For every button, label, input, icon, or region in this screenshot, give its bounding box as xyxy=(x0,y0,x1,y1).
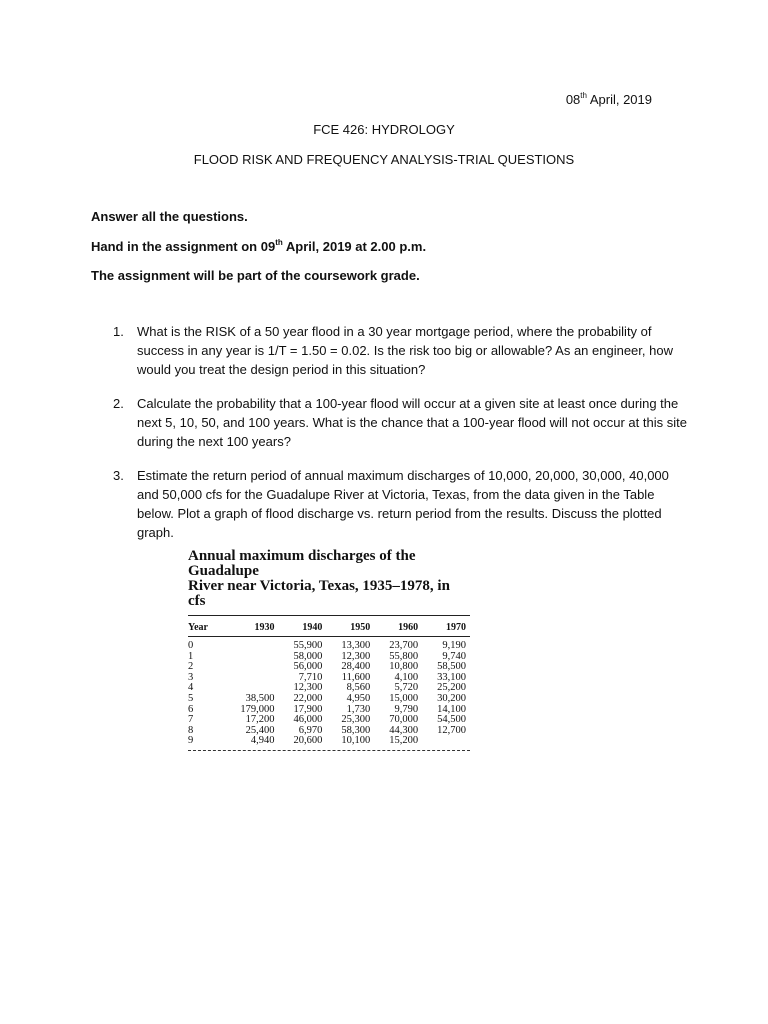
table-value-cell: 25,400 xyxy=(245,724,275,736)
table-value-cell: 15,200 xyxy=(389,735,419,747)
table-value-cell: 56,000 xyxy=(293,661,323,673)
table-year-cell: 4 xyxy=(188,682,194,694)
discharge-table xyxy=(188,620,470,747)
table-value-cell: 6,970 xyxy=(298,724,323,736)
table-year-cell: 0 xyxy=(188,640,194,651)
table-value-cell: 46,000 xyxy=(293,714,323,726)
question-list xyxy=(91,322,691,557)
question-number: 2. xyxy=(113,396,124,411)
table-bottom-rule xyxy=(188,750,470,751)
table-row xyxy=(188,715,470,726)
date-suffix: th xyxy=(580,91,587,100)
table-header-cell: Year xyxy=(188,622,208,633)
table-year-cell: 1 xyxy=(188,650,194,662)
table-value-cell: 44,300 xyxy=(389,724,419,736)
table-value-cell: 54,500 xyxy=(437,714,466,726)
question-text: Estimate the return period of annual maximum discharges of 10,000, 20,000, 30,000, 40,000 and 50,000 cfs for the Guadalupe River at Victoria, Texas, from the data given in the Table below. Plot a graph of flood discharge vs. return period from the results. Discuss the plotted graph. xyxy=(137,468,669,540)
instruction-coursework: The assignment will be part of the coursework grade. xyxy=(91,268,420,283)
table-year-cell: 8 xyxy=(188,724,194,736)
hand-in-date: April, 2019 at 2.00 p.m. xyxy=(282,239,427,254)
table-value-cell: 25,300 xyxy=(341,714,371,726)
table-value-cell: 38,500 xyxy=(245,692,275,704)
table-row xyxy=(188,726,470,737)
table-value-cell: 20,600 xyxy=(293,735,323,747)
question-number: 1. xyxy=(113,324,124,339)
table-value-cell: 12,700 xyxy=(437,724,466,736)
table-value-cell: 25,200 xyxy=(437,682,466,694)
table-value-cell: 17,900 xyxy=(293,703,323,715)
course-title: FCE 426: HYDROLOGY xyxy=(313,122,455,137)
question-item xyxy=(91,394,691,451)
table-value-cell: 9,190 xyxy=(442,640,466,651)
discharge-table-figure xyxy=(188,549,470,751)
table-row xyxy=(188,736,470,747)
table-row xyxy=(188,641,470,652)
hand-in-text: Hand in the assignment on 09 xyxy=(91,239,276,254)
table-value-cell: 11,600 xyxy=(341,671,371,683)
table-row xyxy=(188,652,470,663)
table-value-cell: 9,790 xyxy=(394,703,419,715)
table-value-cell: 28,400 xyxy=(341,661,371,673)
table-value-cell xyxy=(223,641,279,652)
table-year-cell: 2 xyxy=(188,661,194,673)
table-value-cell xyxy=(223,652,279,663)
table-caption-line: Annual maximum discharges of the Guadalupe xyxy=(188,548,416,579)
date-rest: April, 2019 xyxy=(586,92,652,107)
table-header-cell: 1950 xyxy=(350,622,371,633)
table-header-cell: 1930 xyxy=(254,622,275,633)
table-caption-line: River near Victoria, Texas, 1935–1978, in cfs xyxy=(188,578,450,609)
table-value-cell: 58,300 xyxy=(341,724,371,736)
table-body xyxy=(188,637,470,747)
table-row xyxy=(188,673,470,684)
table-row xyxy=(188,694,470,705)
table-value-cell: 12,300 xyxy=(341,650,371,662)
table-header-cell: 1940 xyxy=(302,622,323,633)
instruction-hand-in xyxy=(91,239,426,254)
table-value-cell: 58,000 xyxy=(293,650,323,662)
table-header-cell: 1960 xyxy=(398,622,419,633)
table-value-cell: 10,800 xyxy=(389,661,419,673)
table-value-cell: 17,200 xyxy=(245,714,275,726)
table-value-cell: 179,000 xyxy=(240,703,275,715)
table-year-cell: 5 xyxy=(188,692,194,704)
table-value-cell: 70,000 xyxy=(389,714,419,726)
table-value-cell: 8,560 xyxy=(346,682,371,694)
table-value-cell: 33,100 xyxy=(437,671,466,683)
table-header-cell: 1970 xyxy=(446,622,466,633)
table-value-cell: 4,100 xyxy=(394,671,419,683)
table-value-cell: 13,300 xyxy=(341,640,371,651)
document-date xyxy=(566,92,652,107)
table-value-cell: 22,000 xyxy=(293,692,323,704)
table-value-cell xyxy=(223,662,279,673)
table-header-row xyxy=(188,620,470,637)
table-year-cell: 9 xyxy=(188,735,194,747)
table-row xyxy=(188,683,470,694)
table-value-cell: 9,740 xyxy=(442,650,466,662)
table-top-rule xyxy=(188,615,470,616)
table-value-cell: 7,710 xyxy=(298,671,323,683)
table-value-cell: 5,720 xyxy=(394,682,419,694)
table-value-cell: 4,950 xyxy=(346,692,371,704)
table-year-cell: 7 xyxy=(188,714,194,726)
table-value-cell: 1,730 xyxy=(346,703,371,715)
table-value-cell: 14,100 xyxy=(437,703,466,715)
question-item xyxy=(91,322,691,379)
question-item xyxy=(91,466,691,542)
question-number: 3. xyxy=(113,468,124,483)
table-year-cell: 3 xyxy=(188,671,194,683)
assignment-title: FLOOD RISK AND FREQUENCY ANALYSIS-TRIAL QUESTIONS xyxy=(193,152,575,167)
table-value-cell: 15,000 xyxy=(389,692,419,704)
table-value-cell xyxy=(223,673,279,684)
question-text: What is the RISK of a 50 year flood in a 30 year mortgage period, where the probability of success in any year is 1/T = 1.50 = 0.02. Is the risk too big or allowable? As an engineer, how would you treat the design period in this situation? xyxy=(137,324,673,377)
table-value-cell: 58,500 xyxy=(437,661,466,673)
instruction-answer-all: Answer all the questions. xyxy=(91,209,248,224)
table-value-cell: 55,900 xyxy=(293,640,323,651)
table-value-cell: 10,100 xyxy=(341,735,371,747)
table-value-cell: 4,940 xyxy=(250,735,275,747)
date-day: 08 xyxy=(565,92,581,107)
table-row xyxy=(188,705,470,716)
table-value-cell: 12,300 xyxy=(293,682,323,694)
table-caption xyxy=(188,549,470,609)
table-year-cell: 6 xyxy=(188,703,194,715)
question-text: Calculate the probability that a 100-year flood will occur at a given site at least once during the next 5, 10, 50, and 100 years. What is the chance that a 100-year flood will not occur at this site during the next 100 years? xyxy=(137,396,687,449)
hand-in-suffix: th xyxy=(275,238,283,247)
table-value-cell: 23,700 xyxy=(389,640,419,651)
table-value-cell: 30,200 xyxy=(437,692,466,704)
table-value-cell xyxy=(422,736,470,747)
table-row xyxy=(188,662,470,673)
table-value-cell: 55,800 xyxy=(389,650,419,662)
